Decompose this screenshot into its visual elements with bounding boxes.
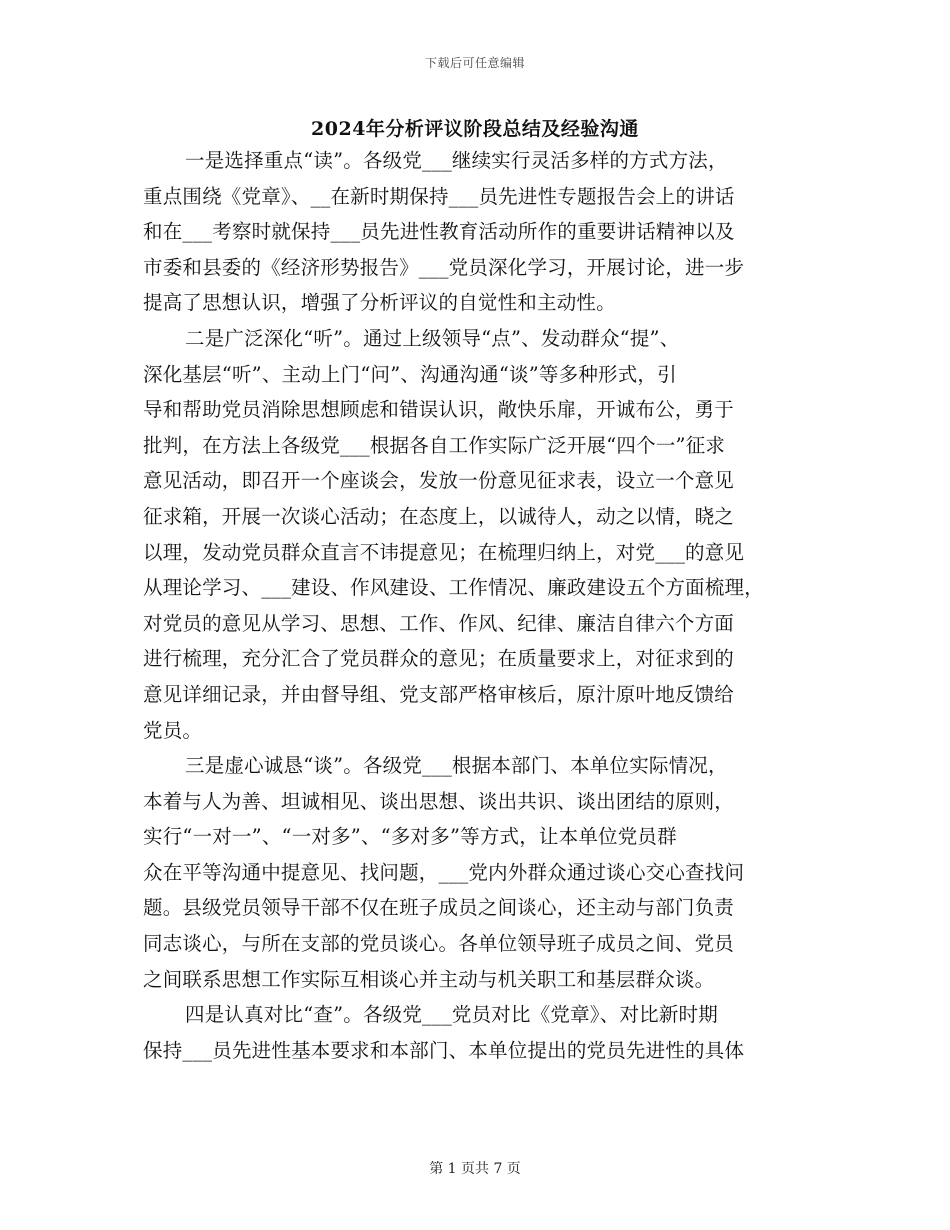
body-text-line: 进行梳理，充分汇合了党员群众的意见；在质量要求上，对征求到的 <box>143 647 735 671</box>
body-text-line: 从理论学习、___建设、作风建设、工作情况、廉政建设五个方面梳理， <box>143 576 764 600</box>
body-text-line: 二是广泛深化“听”。通过上级领导“点”、发动群众“提”、 <box>185 326 680 350</box>
body-text-line: 党员。 <box>143 718 203 742</box>
body-text-line: 保持___员先进性基本要求和本部门、本单位提出的党员先进性的具体 <box>143 1038 745 1062</box>
body-text-line: 之间联系思想工作实际互相谈心并主动与机关职工和基层群众谈。 <box>143 967 715 991</box>
body-text-line: 以理，发动党员群众直言不讳提意见；在梳理归纳上，对党___的意见 <box>143 540 745 564</box>
body-text-line: 和在___考察时就保持___员先进性教育活动所作的重要讲话精神以及 <box>143 220 735 244</box>
body-text-line: 题。县级党员领导干部不仅在班子成员之间谈心，还主动与部门负责 <box>143 896 735 920</box>
body-text-line: 实行“一对一”、“一对多”、“多对多”等方式，让本单位党员群 <box>143 825 677 849</box>
body-text-line: 重点围绕《党章》、__在新时期保持___员先进性专题报告会上的讲话 <box>143 184 735 208</box>
body-text-line: 深化基层“听”、主动上门“问”、沟通沟通“谈”等多种形式，引 <box>143 362 677 386</box>
body-text-line: 同志谈心，与所在支部的党员谈心。各单位领导班子成员之间、党员 <box>143 932 735 956</box>
body-text-line: 三是虚心诚恳“谈”。各级党___根据本部门、本单位实际情况， <box>185 754 728 778</box>
body-text-line: 众在平等沟通中提意见、找问题，___党内外群众通过谈心交心查找问 <box>143 860 745 884</box>
body-text-line: 一是选择重点“读”。各级党___继续实行灵活多样的方式方法， <box>185 149 728 172</box>
body-text-line: 征求箱，开展一次谈心活动；在态度上，以诚待人，动之以情，晓之 <box>143 504 735 528</box>
document-title: 2024年分析评议阶段总结及经验沟通 <box>311 118 639 140</box>
body-text-line: 批判，在方法上各级党___根据各自工作实际广泛开展“四个一”征求 <box>143 433 726 457</box>
page-number: 第 1 页共 7 页 <box>429 1161 521 1177</box>
body-text-line: 提高了思想认识，增强了分析评议的自觉性和主动性。 <box>143 291 616 315</box>
body-text-line: 导和帮助党员消除思想顾虑和错误认识，敞快乐扉，开诚布公，勇于 <box>143 398 735 422</box>
page-header-note: 下载后可任意编辑 <box>424 56 525 70</box>
body-text-line: 意见详细记录，并由督导组、党支部严格审核后，原汁原叶地反馈给 <box>143 682 735 706</box>
body-text-line: 对党员的意见从学习、思想、工作、作风、纪律、廉洁自律六个方面 <box>143 611 735 635</box>
body-text-line: 本着与人为善、坦诚相见、谈出思想、谈出共识、谈出团结的原则， <box>143 789 735 813</box>
body-text-line: 四是认真对比“查”。各级党___党员对比《党章》、对比新时期 <box>185 1003 718 1027</box>
body-text-line: 意见活动，即召开一个座谈会，发放一份意见征求表，设立一个意见 <box>143 469 735 493</box>
body-text-line: 市委和县委的《经济形势报告》___党员深化学习，开展讨论，进一步 <box>143 255 745 279</box>
document-body <box>143 143 815 1068</box>
